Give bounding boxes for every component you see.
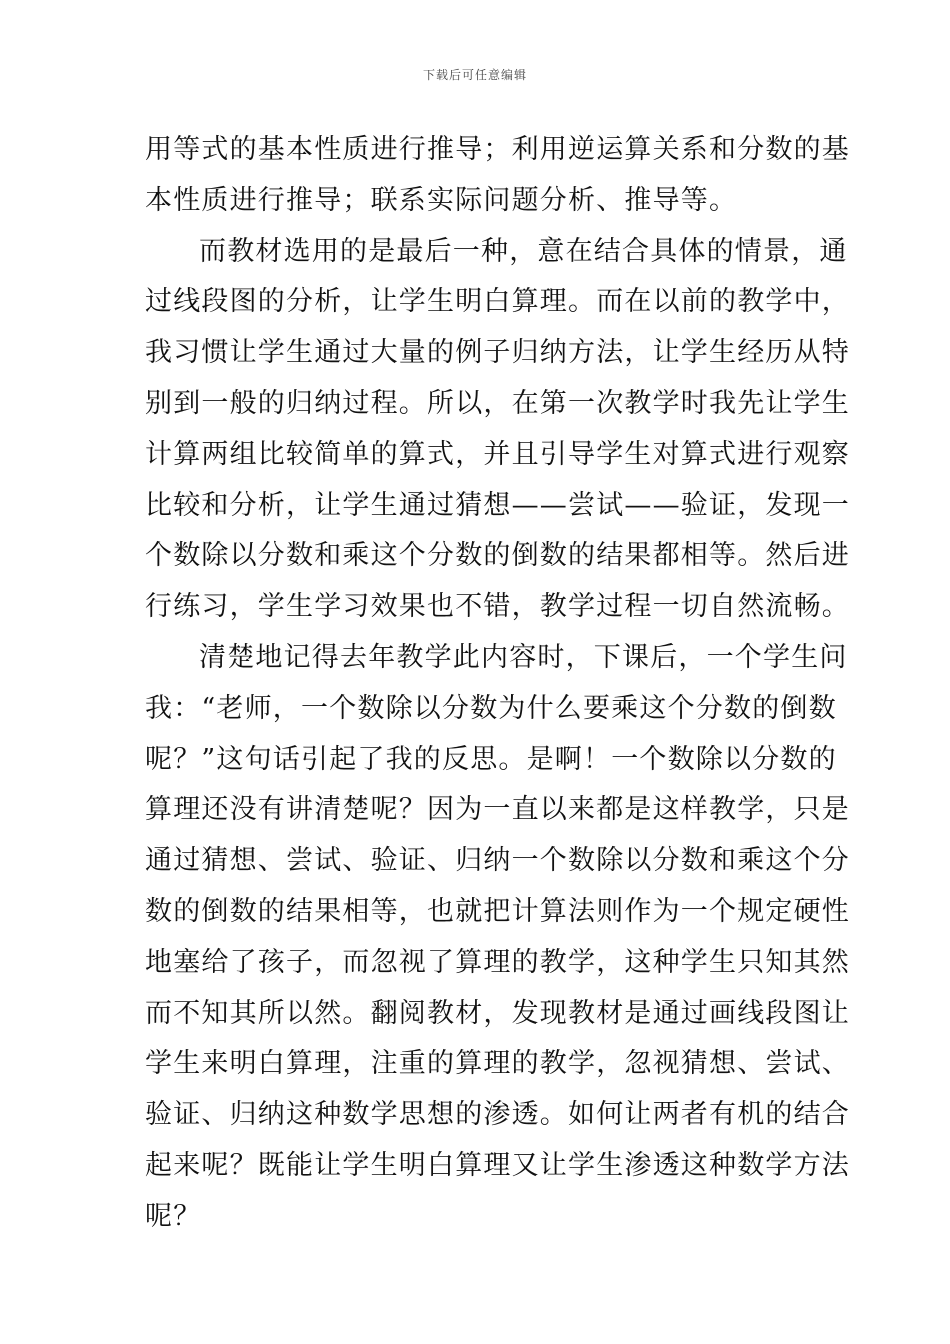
text-line: 呢？”这句话引起了我的反思。是啊！一个数除以分数的 (145, 743, 837, 775)
text-line: 清楚地记得去年教学此内容时，下课后，一个学生问 (199, 641, 848, 673)
text-line: 我习惯让学生通过大量的例子归纳方法，让学生经历从特 (145, 337, 850, 369)
document-body (145, 125, 850, 1243)
text-line: 起来呢？既能让学生明白算理又让学生渗透这种数学方法 (145, 1149, 850, 1181)
text-line: 过线段图的分析，让学生明白算理。而在以前的教学中， (145, 286, 850, 318)
text-line: 计算两组比较简单的算式，并且引导学生对算式进行观察 (145, 438, 850, 470)
text-line: 用等式的基本性质进行推导；利用逆运算关系和分数的基 (145, 134, 850, 165)
text-line: 个数除以分数和乘这个分数的倒数的结果都相等。然后进 (145, 540, 850, 572)
text-line: 地塞给了孩子，而忽视了算理的教学，这种学生只知其然 (145, 946, 850, 978)
text-line: 通过猜想、尝试、验证、归纳一个数除以分数和乘这个分 (145, 845, 850, 877)
text-line: 而教材选用的是最后一种，意在结合具体的情景，通 (199, 235, 848, 267)
text-line: 验证、归纳这种数学思想的渗透。如何让两者有机的结合 (145, 1099, 850, 1131)
text-line: 学生来明白算理，注重的算理的教学，忽视猜想、尝试、 (145, 1048, 850, 1080)
text-line: 呢？ (145, 1200, 202, 1232)
text-line: 我：“老师，一个数除以分数为什么要乘这个分数的倒数 (145, 692, 837, 724)
text-line: 数的倒数的结果相等，也就把计算法则作为一个规定硬性 (145, 895, 850, 927)
text-line: 行练习，学生学习效果也不错，教学过程一切自然流畅。 (145, 591, 850, 623)
text-line: 算理还没有讲清楚呢？因为一直以来都是这样教学，只是 (145, 794, 850, 826)
page-header: 下载后可任意编辑 (422, 68, 527, 82)
text-line: 而不知其所以然。翻阅教材，发现教材是通过画线段图让 (145, 997, 850, 1029)
text-line: 本性质进行推导；联系实际问题分析、推导等。 (145, 184, 738, 216)
text-line: 比较和分析，让学生通过猜想——尝试——验证，发现一 (145, 489, 850, 521)
text-line: 别到一般的归纳过程。所以，在第一次教学时我先让学生 (145, 387, 850, 419)
